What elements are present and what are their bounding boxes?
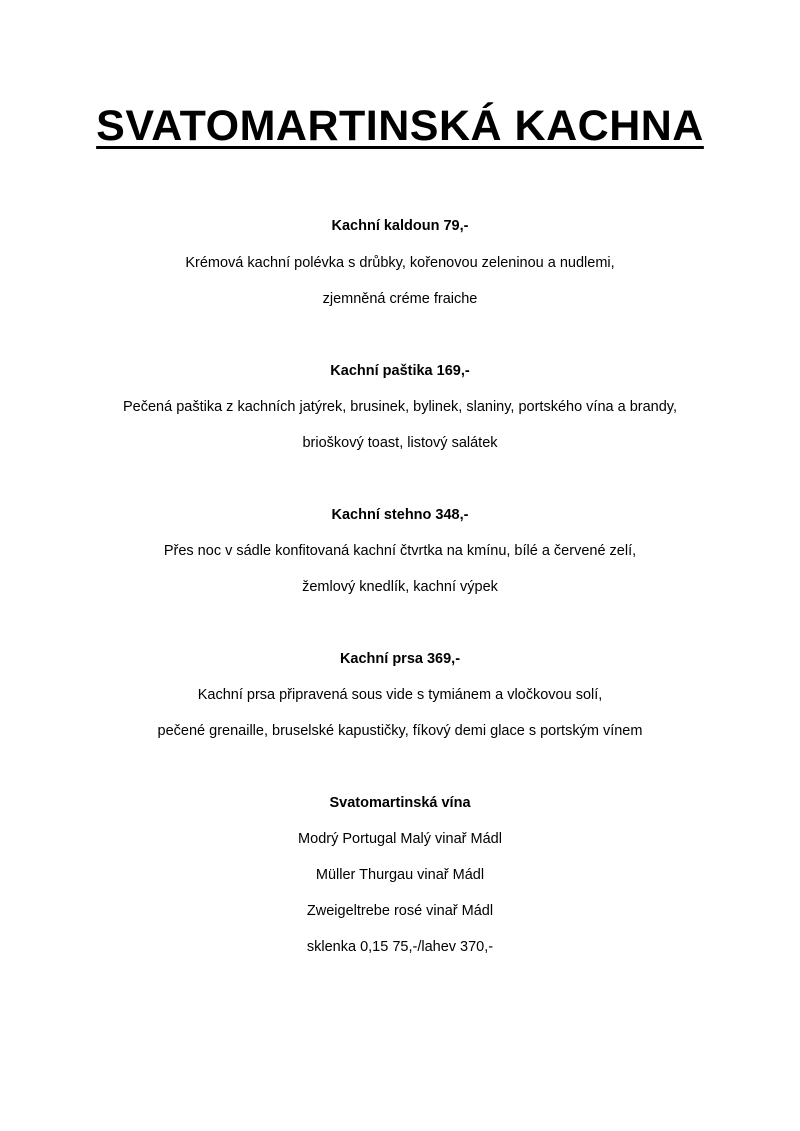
menu-item-description-line: zjemněná créme fraiche xyxy=(322,291,478,307)
wine-price: sklenka 0,15 75,-/lahev 370,- xyxy=(306,939,494,955)
menu-item-description-line: Pečená paštika z kachních jatýrek, brusinek, bylinek, slaniny, portského vína a brandy, xyxy=(123,399,677,415)
menu-item-description-line: pečené grenaille, bruselské kapustičky, fíkový demi glace s portským vínem xyxy=(157,723,643,739)
menu-item-heading-kaldoun: Kachní kaldoun 79,- xyxy=(331,218,469,234)
menu-item-heading-stehno: Kachní stehno 348,- xyxy=(331,507,469,523)
menu-item-description-line: Přes noc v sádle konfitovaná kachní čtvrtka na kmínu, bílé a červené zelí, xyxy=(163,543,637,559)
wine-item: Zweigeltrebe rosé vinař Mádl xyxy=(306,903,494,919)
menu-item-heading-prsa: Kachní prsa 369,- xyxy=(339,651,461,667)
menu-item-description-line: žemlový knedlík, kachní výpek xyxy=(302,579,498,595)
menu-item-description-line: brioškový toast, listový salátek xyxy=(302,435,498,451)
wine-item: Modrý Portugal Malý vinař Mádl xyxy=(298,831,502,847)
menu-item-description-line: Kachní prsa připravená sous vide s tymiánem a vločkovou solí, xyxy=(197,687,603,703)
wines-heading: Svatomartinská vína xyxy=(329,795,471,811)
page-title: SVATOMARTINSKÁ KACHNA xyxy=(96,102,704,150)
menu-item-heading-pastika: Kachní paštika 169,- xyxy=(330,363,470,379)
wine-item: Müller Thurgau vinař Mádl xyxy=(315,867,485,883)
menu-item-description-line: Krémová kachní polévka s drůbky, kořenovou zeleninou a nudlemi, xyxy=(185,255,615,271)
